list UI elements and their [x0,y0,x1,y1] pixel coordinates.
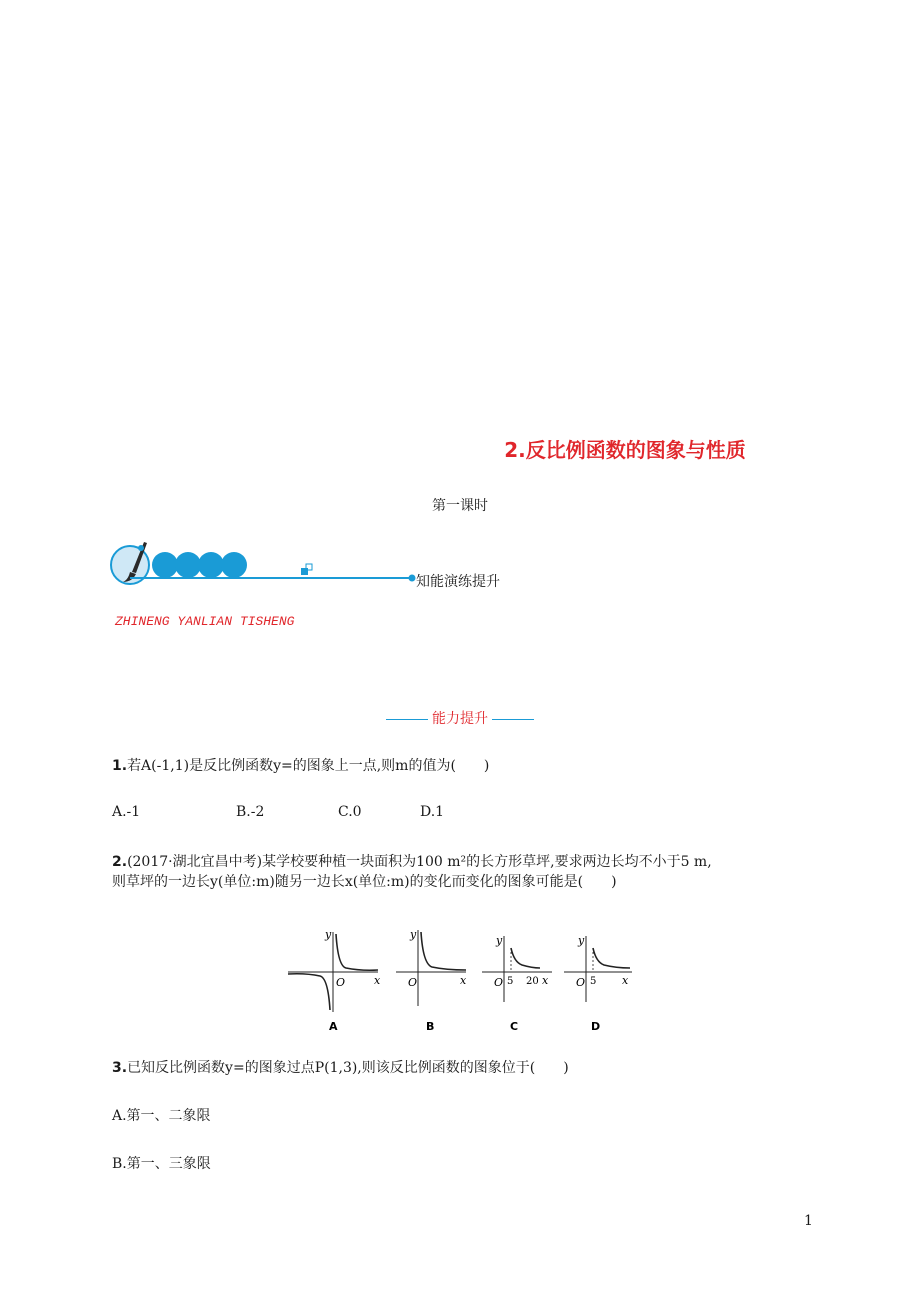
q1-option-d: D.1 [420,804,445,820]
graph-b-x-label: x [460,974,467,987]
heading-rule-left [386,719,428,720]
graph-c-origin: O [494,976,504,989]
graph-c-caption: C [510,1020,519,1033]
banner-pinyin: ZHINENG YANLIAN TISHENG [115,614,295,629]
q1-option-b: B.-2 [236,804,265,820]
question-text-line2: 则草坪的一边长y(单位:m)随另一边长x(单位:m)的变化而变化的图象可能是( ) [112,874,617,890]
graph-d-y-label: y [578,934,585,947]
graph-c-x-label: x [542,974,549,987]
q1-option-a: A.-1 [112,804,141,820]
graph-d-tick-5: 5 [590,976,597,987]
graph-a-x-label: x [374,974,381,987]
graph-c-tick-5: 5 [507,976,514,987]
graph-a-origin: O [336,976,346,989]
question-text: 已知反比例函数y=的图象过点P(1,3),则该反比例函数的图象位于( ) [127,1060,569,1076]
banner-dot-1 [152,552,178,578]
banner-dot-2 [175,552,201,578]
graph-d-x-label: x [622,974,629,987]
question-text-line1: (2017·湖北宜昌中考)某学校要种植一块面积为100 m²的长方形草坪,要求两边长均不小于5 m, [127,854,712,870]
square-icon [301,568,308,575]
question-3 [112,1058,569,1078]
graph-b [396,928,467,1033]
graph-d-caption: D [591,1020,601,1033]
graph-a-y-label: y [325,928,332,941]
graph-d-origin: O [576,976,586,989]
q2-graph-options [286,926,646,1034]
graph-c-y-label: y [496,934,503,947]
page-number: 1 [804,1213,813,1229]
heading-rule-right [492,719,534,720]
graph-b-origin: O [408,976,418,989]
question-number: 3. [112,1060,128,1076]
graph-a [288,928,381,1033]
page-title: 2.反比例函数的图象与性质 [504,438,746,462]
graph-b-y-label: y [410,928,417,941]
graph-c-tick-20: 20 [526,976,539,987]
banner-label: 知能演练提升 [416,574,500,590]
question-1 [112,756,489,776]
banner-dot-3 [198,552,224,578]
question-number: 2. [112,854,128,870]
banner-end-dot [409,575,416,582]
question-number: 1. [112,758,128,774]
question-text: 若A(-1,1)是反比例函数y=的图象上一点,则m的值为( ) [127,758,490,774]
q3-option-b: B.第一、三象限 [112,1156,211,1172]
question-2 [112,852,822,892]
graph-c [482,934,552,1033]
section-heading [0,708,920,728]
graph-d [564,934,632,1033]
q3-option-a: A.第一、二象限 [112,1108,211,1124]
q1-option-c: C.0 [338,804,362,820]
graph-b-caption: B [426,1020,435,1033]
banner-dot-4 [221,552,247,578]
graph-a-caption: A [329,1020,338,1033]
lesson-subtitle: 第一课时 [432,498,488,514]
section-banner-graphic [108,538,418,588]
section-heading-text: 能力提升 [432,711,488,727]
